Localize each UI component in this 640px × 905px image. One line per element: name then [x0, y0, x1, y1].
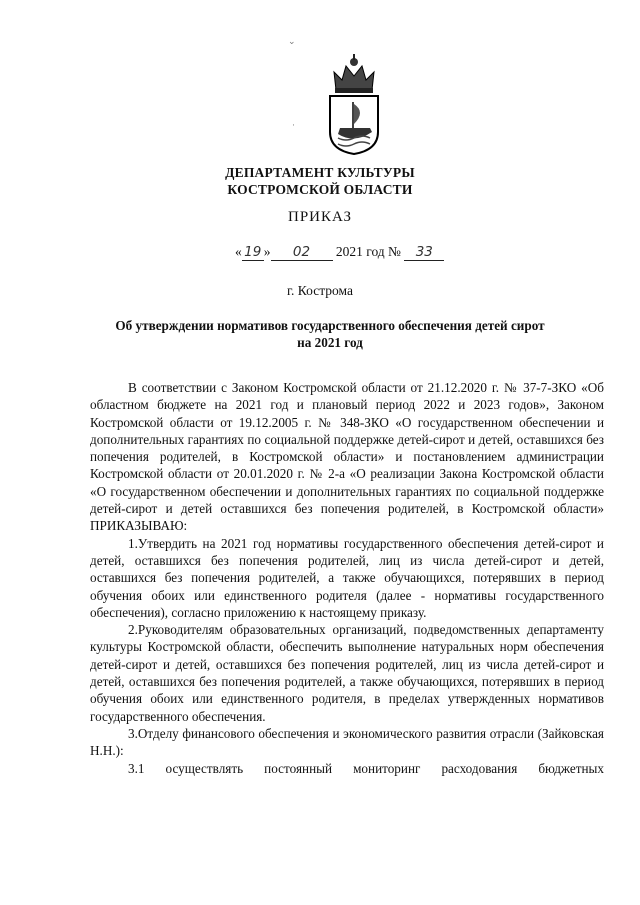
- order-body: [90, 379, 604, 777]
- paragraph-item-1: 1.Утвердить на 2021 год нормативы государственного обеспечения детей-сирот и детей, оставшихся без попечения родителей, лиц из числа детей-сирот и детей, оставшихся без попечения родителей, а также обучающихся, потерявших в период обучения обоих или единственного родителя (далее - нормативы государственного обеспечения), согласно приложению к настоящему приказу.: [90, 535, 604, 620]
- open-quote: «: [235, 244, 242, 259]
- paragraph-item-3: 3.Отделу финансового обеспечения и экономического развития отрасли (Зайковская Н.Н.):: [90, 725, 604, 759]
- day-handwritten: 19: [242, 244, 264, 261]
- department-line-1: ДЕПАРТАМЕНТ КУЛЬТУРЫ: [225, 165, 415, 180]
- date-number-line: [235, 244, 444, 261]
- paragraph-preamble: В соответствии с Законом Костромской области от 21.12.2020 г. № 37-7-ЗКО «Об областном бюджете на 2021 год и плановый период 2022 и 2023 годов», Законом Костромской области от 19.12.2005 г. № 348-ЗКО «О государственном обеспечении и дополнительных гарантиях по социальной поддержке детей-сирот и детей, оставшихся без попечения родителей, в Костромской области» и постановлением администрации Костромской области от 20.01.2020 г. № 2-а «О реализации Закона Костромской области «О государственном обеспечении и дополнительных гарантиях по социальной поддержке детей-сирот и детей оставшихся без попечения родителей, в Костромской области» ПРИКАЗЫВАЮ:: [90, 380, 604, 534]
- document-type: ПРИКАЗ: [288, 209, 352, 225]
- title-line-1: Об утверждении нормативов государственного обеспечения детей сирот: [115, 318, 545, 333]
- order-number-handwritten: 33: [404, 244, 444, 261]
- year-label: 2021 год №: [335, 244, 401, 259]
- title-line-2: на 2021 год: [297, 335, 363, 350]
- paragraph-item-2: 2.Руководителям образовательных организаций, подведомственных департаменту культуры Костромской области, обеспечить выполнение натуральных норм обеспечения детей-сирот и детей, оставшихся без попечения родителей, лиц из числа детей-сирот и детей, оставшихся без попечения родителей, а также обучающихся, потерявших в период обучения обоих или единственного родителя, в пределах утвержденных нормативов государственного обеспечения.: [90, 622, 604, 724]
- close-quote: »: [263, 244, 271, 259]
- coat-of-arms-emblem: [326, 52, 382, 156]
- scan-speck: ·: [292, 120, 295, 130]
- department-line-2: КОСТРОМСКОЙ ОБЛАСТИ: [227, 182, 413, 197]
- scan-speck: ⌄: [288, 36, 296, 46]
- paragraph-item-3-1: 3.1 осуществлять постоянный мониторинг расходования бюджетных: [128, 760, 604, 776]
- order-title: [60, 317, 600, 351]
- city: г. Кострома: [287, 283, 353, 298]
- department-heading: [0, 164, 640, 198]
- month-handwritten: 02: [271, 244, 333, 261]
